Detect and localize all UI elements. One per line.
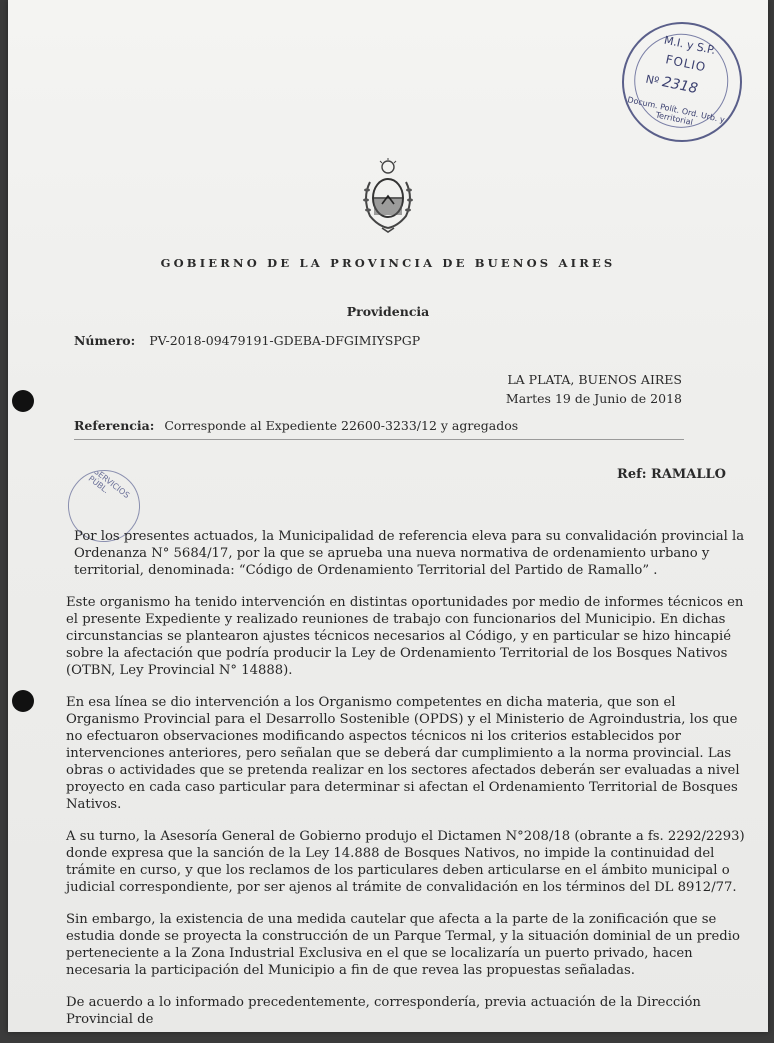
- document-page: [8, 0, 768, 1032]
- paragraph: En esa línea se dio intervención a los Organismo competentes en dicha materia, que son el Organismo Provincial para el Desarrollo Sostenible (OPDS) y el Ministerio de Agroindustria, los que no efectuaron observaciones modificando aspectos técnicos ni los criterios establecidos por intervenciones anteriores, pero señalan que se deberá dar cumplimiento a la norma provincial. Las obras o actividades que se pretenda realizar en los sectores afectados deberán ser evaluadas a nivel proyecto en cada caso particular para determinar si afectan el Ordenamiento Territorial de Bosques Nativos.: [66, 695, 740, 812]
- folio-number-label: Nº: [644, 72, 661, 89]
- document-body: [66, 528, 746, 1043]
- coat-of-arms-icon: [360, 158, 416, 234]
- paragraph: A su turno, la Asesoría General de Gobierno produjo el Dictamen N°208/18 (obrante a fs. 2292/2293) donde expresa que la sanción de la Ley 14.888 de Bosques Nativos, no impide la continuidad del trámite en curso, y que los reclamos de los particulares deben articularse en el ámbito municipal o judicial correspondiente, por ser ajenos al trámite de convalidación en los términos del DL 8912/77.: [66, 829, 745, 895]
- document-number: [74, 333, 420, 348]
- numero-label: Número:: [74, 333, 136, 348]
- paragraph: Por los presentes actuados, la Municipalidad de referencia eleva para su convalidación provincial la Ordenanza N° 5684/17, por la que se aprueba una nueva normativa de ordenamiento urbano y territorial, denominada: “Código de Ordenamiento Territorial del Partido de Ramallo” .: [74, 529, 745, 578]
- paragraph: Sin embargo, la existencia de una medida cautelar que afecta a la parte de la zonificación que se estudia donde se proyecta la construcción de un Parque Termal, y la situación dominial de un predio perteneciente a la Zona Industrial Exclusiva en el que se localizaría un puerto privado, hacen necesaria la participación del Municipio a fin de que revea las propuestas señaladas.: [66, 912, 740, 978]
- referencia: [74, 418, 684, 440]
- folio-stamp: [611, 11, 753, 153]
- numero-value: PV-2018-09479191-GDEBA-DFGIMIYSPGP: [149, 333, 421, 348]
- place-date: [506, 370, 682, 408]
- binder-hole: [12, 390, 34, 412]
- folio-stamp-office: Docum. Polít. Ord. Urb. y Territorial: [626, 95, 726, 128]
- folio-stamp-ministry: M.I. y S.P.: [662, 33, 717, 58]
- binder-hole: [12, 690, 34, 712]
- date: Martes 19 de Junio de 2018: [505, 391, 682, 406]
- referencia-label: Referencia:: [74, 418, 155, 433]
- folio-stamp-label: FOLIO: [664, 52, 708, 75]
- document-type: Providencia: [346, 304, 430, 319]
- place: LA PLATA, BUENOS AIRES: [507, 372, 682, 387]
- referencia-value: Corresponde al Expediente 22600-3233/12 y agregados: [164, 418, 519, 433]
- paragraph: De acuerdo a lo informado precedentemente, correspondería, previa actuación de la Dirección Provincial de: [66, 995, 701, 1027]
- government-title: GOBIERNO DE LA PROVINCIA DE BUENOS AIRES: [160, 256, 616, 270]
- folio-number-value: 2318: [660, 74, 700, 98]
- ref-short: Ref: RAMALLO: [617, 467, 726, 482]
- side-stamp-text: SERVICIOS PÚBL.: [86, 466, 132, 501]
- paragraph: Este organismo ha tenido intervención en distintas oportunidades por medio de informes técnicos en el presente Expediente y realizado reuniones de trabajo con funcionarios del Municipio. En dichas circunstancias se plantearon ajustes técnicos necesarios al Código, y en particular se hizo hincapié sobre la afectación que podría producir la Ley de Ordenamiento Territorial de los Bosques Nativos (OTBN, Ley Provincial N° 14888).: [66, 595, 744, 678]
